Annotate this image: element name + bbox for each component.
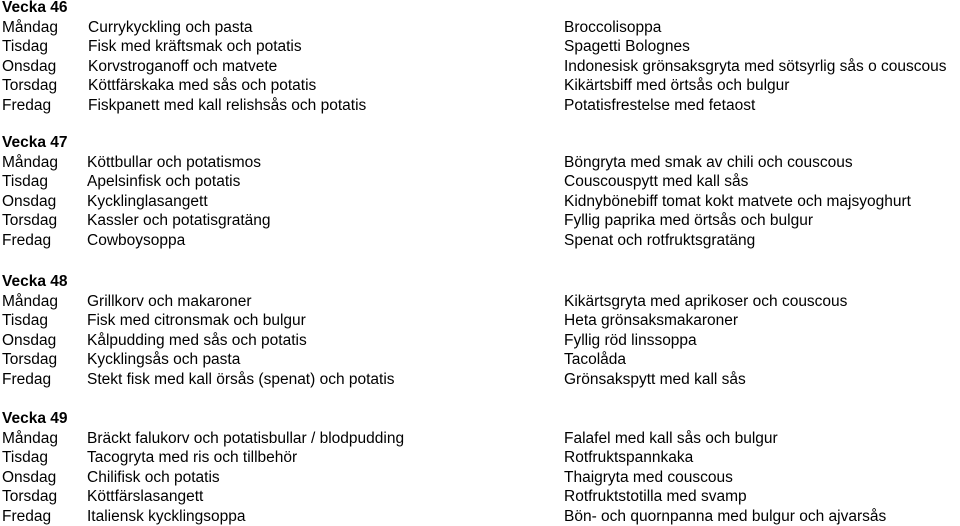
meal-option-2: Broccolisoppa <box>564 18 662 36</box>
menu-row-wednesday <box>0 468 960 488</box>
day-label: Tisdag <box>2 449 48 466</box>
meal-option-1: Fiskpanett med kall relishsås och potatis <box>88 96 367 114</box>
meal-option-1: Italiensk kycklingsoppa <box>87 507 246 525</box>
meal-option-2: Kidnybönebiff tomat kokt matvete och majsyoghurt <box>564 192 911 210</box>
day-label: Onsdag <box>2 468 57 486</box>
menu-row-wednesday <box>0 57 960 77</box>
day-label: Tisdag <box>2 312 48 329</box>
meal-option-1: Apelsinfisk och potatis <box>87 173 241 190</box>
meal-option-1: Fisk med citronsmak och bulgur <box>87 312 306 329</box>
meal-option-1: Grillkorv och makaroner <box>87 292 252 310</box>
meal-option-2: Heta grönsaksmakaroner <box>564 312 739 329</box>
day-label: Tisdag <box>2 173 48 190</box>
meal-option-1: Kassler och potatisgratäng <box>87 212 271 229</box>
meal-option-1: Kycklingsås och pasta <box>87 351 241 368</box>
day-label: Onsdag <box>2 331 57 349</box>
day-label: Fredag <box>2 370 52 388</box>
meal-option-1: Currykyckling och pasta <box>88 18 253 36</box>
meal-option-1: Stekt fisk med kall örsås (spenat) och potatis <box>87 370 395 388</box>
menu-row-wednesday <box>0 331 960 351</box>
meal-option-2: Bön- och quornpanna med bulgur och ajvarsås <box>564 507 887 525</box>
menu-row-monday <box>0 18 960 38</box>
meal-option-2: Falafel med kall sås och bulgur <box>564 429 778 447</box>
meal-option-2: Thaigryta med couscous <box>564 468 733 486</box>
meal-option-2: Grönsakspytt med kall sås <box>564 370 746 388</box>
menu-row-wednesday <box>0 192 960 212</box>
meal-option-2: Spagetti Bolognes <box>564 38 690 55</box>
meal-option-1: Chilifisk och potatis <box>87 468 220 486</box>
meal-option-2: Indonesisk grönsaksgryta med sötsyrlig sås o couscous <box>564 57 947 75</box>
day-label: Fredag <box>2 507 52 525</box>
menu-row-tuesday <box>0 448 960 468</box>
meal-option-1: Tacogryta med ris och tillbehör <box>87 449 298 466</box>
day-label: Torsdag <box>2 351 58 368</box>
menu-row-monday <box>0 429 960 449</box>
menu-row-thursday <box>0 76 960 96</box>
meal-option-2: Kikärtsbiff med örtsås och bulgur <box>564 77 790 94</box>
day-label: Torsdag <box>2 77 58 94</box>
week-title: Vecka 46 <box>2 0 68 16</box>
week-title: Vecka 48 <box>2 273 68 290</box>
menu-row-tuesday <box>0 37 960 57</box>
meal-option-1: Fisk med kräftsmak och potatis <box>88 38 302 55</box>
day-label: Måndag <box>2 18 59 36</box>
week-title: Vecka 47 <box>2 134 68 151</box>
week-title: Vecka 49 <box>2 410 68 427</box>
day-label: Måndag <box>2 429 59 447</box>
meal-option-2: Fyllig paprika med örtsås och bulgur <box>564 212 813 229</box>
menu-row-friday <box>0 231 960 251</box>
day-label: Onsdag <box>2 192 57 210</box>
day-label: Måndag <box>2 292 59 310</box>
meal-option-1: Kycklinglasangett <box>87 192 208 210</box>
meal-option-2: Fyllig röd linssoppa <box>564 331 697 349</box>
day-label: Måndag <box>2 153 59 171</box>
meal-option-2: Couscouspytt med kall sås <box>564 173 749 190</box>
menu-row-thursday <box>0 350 960 370</box>
meal-option-2: Rotfruktstotilla med svamp <box>564 488 747 505</box>
day-label: Fredag <box>2 231 52 249</box>
meal-option-2: Böngryta med smak av chili och couscous <box>564 153 853 171</box>
menu-row-friday <box>0 370 960 390</box>
meal-option-1: Köttbullar och potatismos <box>87 153 262 171</box>
day-label: Onsdag <box>2 57 57 75</box>
menu-row-monday <box>0 292 960 312</box>
day-label: Torsdag <box>2 212 58 229</box>
menu-row-friday <box>0 96 960 116</box>
menu-row-monday <box>0 153 960 173</box>
day-label: Tisdag <box>2 38 48 55</box>
meal-option-1: Kålpudding med sås och potatis <box>87 331 307 349</box>
meal-option-2: Spenat och rotfruktsgratäng <box>564 231 756 249</box>
meal-option-1: Köttfärskaka med sås och potatis <box>88 77 317 94</box>
meal-option-2: Tacolåda <box>564 351 627 368</box>
meal-option-1: Cowboysoppa <box>87 231 186 249</box>
menu-row-friday <box>0 507 960 526</box>
meal-option-1: Köttfärslasangett <box>87 488 204 505</box>
meal-option-1: Bräckt falukorv och potatisbullar / blodpudding <box>87 429 405 447</box>
meal-option-2: Rotfruktspannkaka <box>564 449 694 466</box>
menu-row-tuesday <box>0 172 960 192</box>
day-label: Torsdag <box>2 488 58 505</box>
menu-row-tuesday <box>0 311 960 331</box>
meal-option-1: Korvstroganoff och matvete <box>88 57 278 75</box>
day-label: Fredag <box>2 96 52 114</box>
menu-row-thursday <box>0 211 960 231</box>
menu-row-thursday <box>0 487 960 507</box>
meal-option-2: Potatisfrestelse med fetaost <box>564 96 756 114</box>
meal-option-2: Kikärtsgryta med aprikoser och couscous <box>564 292 848 310</box>
